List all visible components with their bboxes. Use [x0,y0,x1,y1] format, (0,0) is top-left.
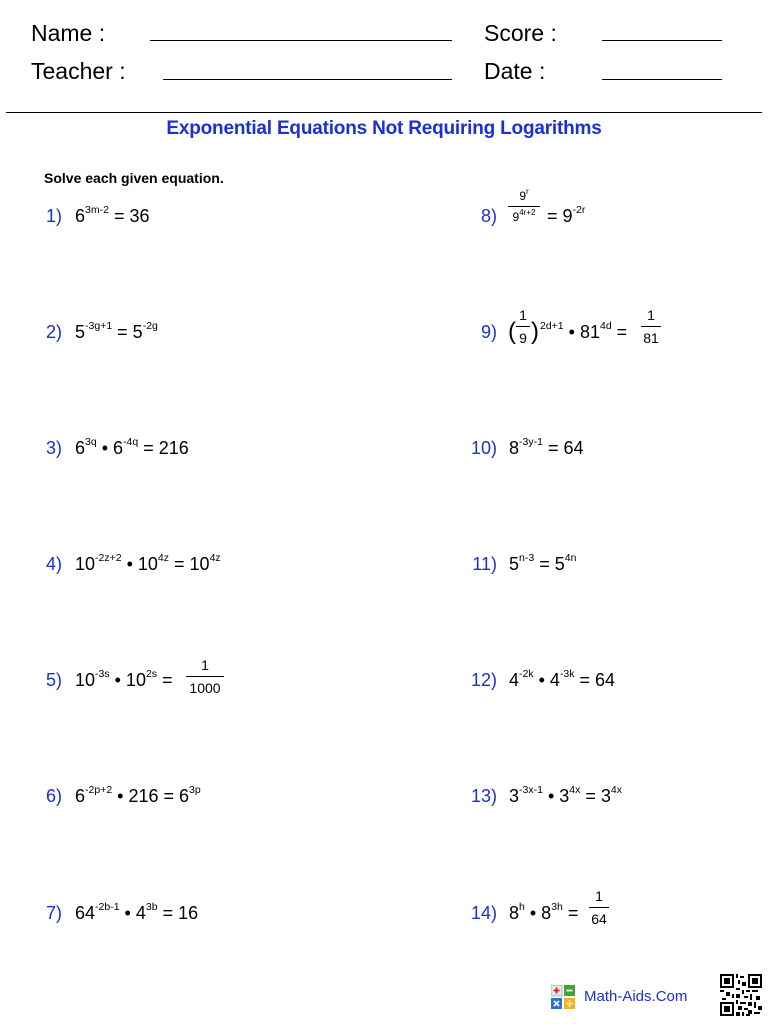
problem-equation: $6^{3q}$ • $6^{-4q} = 216$ [75,436,189,458]
instructions: Solve each given equation. [44,170,224,186]
problem-equation: $64^{-2b-1}$ • $4^{3b} = 16$ [75,901,199,923]
left-paren: ( [508,318,516,345]
problem-number: 5) [45,670,62,690]
problem-equation: $6^{-2p+2}$ • $216 = 6^{3p}$ [75,784,201,806]
header-divider [6,112,762,113]
problem-number: 14) [470,903,497,923]
problem-equation: $6^{3m-2} = 36$ [75,204,150,226]
problem-equation: $4^{-2k}$ • $4^{-3k} = 64$ [509,668,616,690]
fraction: 1 1000 [186,658,224,695]
problem-equation: $3^{-3x-1}$ • $3^{4x} = 3^{4x}$ [509,784,622,806]
problem-equation: 8$^h$ • $8^{3h}$ = [509,901,579,923]
problem-number: 2) [45,322,62,342]
problem-number: 1) [45,206,62,226]
worksheet-title: Exponential Equations Not Requiring Logarithms [166,118,602,139]
right-paren: ) [531,318,539,345]
problem-number: 7) [45,903,62,923]
problem-number: 10) [470,438,497,458]
problem-number: 9) [480,322,497,342]
problem-equation: $5^{n-3} = 5^{4n}$ [509,552,577,574]
teacher-label: Teacher : [31,58,126,84]
problem-equation: $^{2d+1}$ • $81^{4d}$ = [540,320,628,342]
fraction: 1 9 [516,308,530,345]
problem-number: 11) [472,554,497,574]
date-line[interactable] [602,79,722,80]
fraction: 1 81 [641,308,661,345]
brand-link[interactable]: Math-Aids.Com [584,988,688,1005]
problem-number: 8) [480,206,497,226]
fraction: 9$^r$ $9^{4r+2}$ [508,190,540,223]
problem-number: 4) [45,554,62,574]
qr-code-icon [720,974,762,1016]
date-label: Date : [484,58,546,84]
problem-number: 3) [45,438,62,458]
problem-equation: $10^{-2z+2}$ • $10^{4z} = 10^{4z}$ [75,552,221,574]
calculator-logo-icon[interactable] [551,985,575,1009]
problem-equation: $5^{-3g+1} = 5^{-2g}$ [75,320,158,342]
teacher-line[interactable] [163,79,452,80]
problem-equation: $10^{-3s}$ • $10^{2s}$ = [75,668,173,690]
name-line[interactable] [150,40,452,41]
name-label: Name : [31,20,106,46]
score-label: Score : [484,20,557,46]
score-line[interactable] [602,40,722,41]
problem-equation: = $9^{-2r}$ [547,204,586,226]
problem-number: 6) [45,786,62,806]
problem-number: 13) [470,786,497,806]
problem-number: 12) [470,670,497,690]
problem-equation: $8^{-3y-1} = 64$ [509,436,584,458]
fraction: 1 64 [589,889,609,926]
